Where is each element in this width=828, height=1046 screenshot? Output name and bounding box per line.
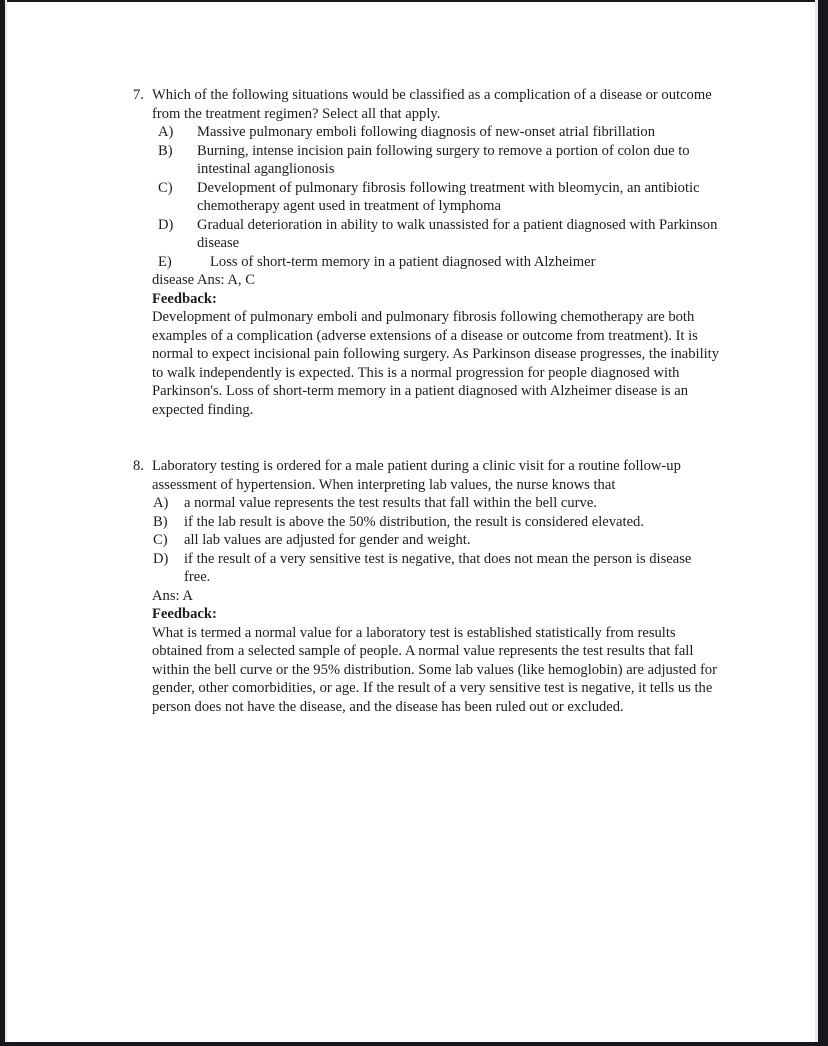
question-7-head: [133, 86, 728, 123]
screen-edge-left: [0, 0, 5, 1046]
option-row-e: [158, 253, 728, 272]
question-8-head: [133, 457, 728, 494]
question-number: 7.: [133, 87, 144, 103]
option-text: if the lab result is above the 50% distribution, the result is considered elevated.: [184, 513, 644, 530]
feedback-label: Feedback:: [152, 606, 217, 622]
option-text: all lab values are adjusted for gender and weight.: [184, 532, 471, 548]
option-letter: A): [158, 124, 174, 140]
option-row-b: [153, 513, 728, 532]
option-row-c: [158, 179, 728, 216]
feedback-label: Feedback:: [152, 290, 217, 307]
screen-edge-top: [0, 0, 828, 2]
option-text: if the result of a very sensitive test is negative, that does not mean the person is disease free.: [184, 550, 692, 585]
option-text: Massive pulmonary emboli following diagnosis of new-onset atrial fibrillation: [197, 124, 656, 140]
option-letter: D): [153, 550, 169, 567]
option-text: Development of pulmonary fibrosis following treatment with bleomycin, an antibiotic chemotherapy agent used in treatment of lymphoma: [197, 179, 700, 214]
option-row-a: [158, 123, 728, 142]
option-letter: A): [153, 495, 169, 511]
question-8: [133, 457, 728, 716]
question-7-options: [158, 123, 728, 271]
question-stem: Which of the following situations would be classified as a complication of a disease or outcome from the treatment regimen? Select all that apply.: [152, 87, 712, 122]
answer-line: disease Ans: A, C: [152, 272, 255, 288]
option-text: Loss of short-term memory in a patient diagnosed with Alzheimer: [210, 253, 596, 270]
option-letter: D): [158, 216, 174, 233]
option-row-d: [158, 216, 728, 253]
option-letter: B): [158, 142, 173, 159]
feedback-text: Development of pulmonary emboli and pulmonary fibrosis following chemotherapy are both examples of a complication (adverse extensions of a disease or outcome from treatment). It is normal to expect incisional pain following surgery. As Parkinson disease progresses, the inability to walk independently is expected. This is a normal progression for people diagnosed with Parkinson's. Loss of short-term memory in a patient diagnosed with Alzheimer disease is an expected finding.: [152, 309, 720, 418]
option-row-a: [153, 494, 728, 513]
question-7: [133, 86, 728, 419]
question-8-options: [153, 494, 728, 587]
feedback-text: What is termed a normal value for a laboratory test is established statistically from results obtained from a selected sample of people. A normal value represents the test results that fall within the bell curve or the 95% distribution. Some lab values (like hemoglobin) are adjusted for gender, other comorbidities, or age. If the result of a very sensitive test is negative, it tells us the person does not have the disease, and the disease has been ruled out or excluded.: [152, 624, 717, 715]
question-stem: Laboratory testing is ordered for a male patient during a clinic visit for a routine follow-up assessment of hypertension. When interpreting lab values, the nurse knows that: [152, 458, 681, 493]
option-letter: B): [153, 513, 168, 530]
screen-edge-right: [818, 0, 828, 1046]
option-letter: C): [153, 532, 168, 548]
question-number: 8.: [133, 458, 144, 474]
page-content: [133, 86, 728, 716]
screen-edge-bottom: [0, 1042, 828, 1046]
page-seam-left: [5, 0, 7, 1046]
option-row-b: [158, 142, 728, 179]
option-letter: E): [158, 253, 172, 270]
option-text: Gradual deterioration in ability to walk unassisted for a patient diagnosed with Parkinson disease: [197, 216, 718, 251]
option-text: Burning, intense incision pain following surgery to remove a portion of colon due to intestinal aganglionosis: [197, 142, 690, 177]
option-row-d: [153, 550, 728, 587]
option-letter: C): [158, 179, 173, 196]
answer-line: Ans: A: [152, 587, 193, 604]
option-row-c: [153, 531, 728, 550]
option-text: a normal value represents the test results that fall within the bell curve.: [184, 495, 597, 511]
